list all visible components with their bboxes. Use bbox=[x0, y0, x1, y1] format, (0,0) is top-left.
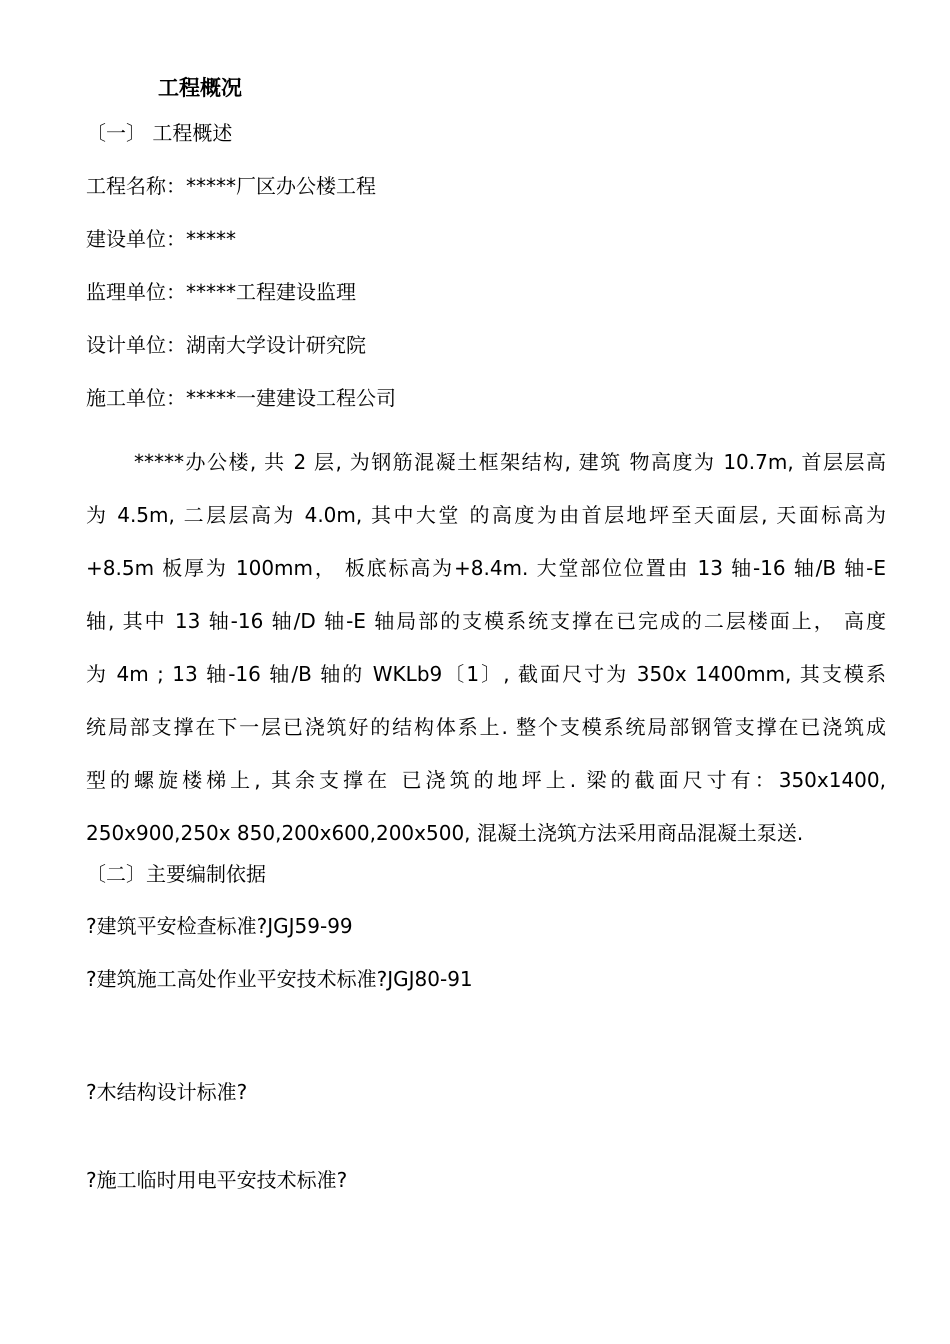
field-supervisor: 监理单位：*****工程建设监理 bbox=[86, 280, 356, 304]
reference-item: ?施工临时用电平安技术标准? bbox=[86, 1168, 348, 1192]
paragraph-line: 为 4m ; 13 轴-16 轴/B 轴的 WKLb9〔1〕, 截面尺寸为 350x 1400mm, 其支模系 bbox=[86, 662, 886, 686]
section-heading-basis: 〔二〕主要编制依据 bbox=[86, 862, 266, 886]
doc-title: 工程概况 bbox=[158, 76, 242, 100]
paragraph-line: 为 4.5m, 二层层高为 4.0m, 其中大堂 的高度为由首层地坪至天面层, 天面标高为 bbox=[86, 503, 886, 527]
paragraph-line: +8.5m 板厚为 100mm， 板底标高为+8.4m. 大堂部位位置由 13 轴-16 轴/B 轴-E bbox=[86, 556, 886, 580]
paragraph-line: 型的螺旋楼梯上, 其余支撑在 已浇筑的地坪上. 梁的截面尺寸有：350x1400, bbox=[86, 768, 886, 792]
paragraph-line: 250x900,250x 850,200x600,200x500, 混凝土浇筑方法采用商品混凝土泵送. bbox=[86, 821, 804, 845]
reference-item: ?建筑施工高处作业平安技术标准?JGJ80-91 bbox=[86, 967, 473, 991]
field-designer: 设计单位：湖南大学设计研究院 bbox=[86, 333, 366, 357]
section-heading-overview: 〔一〕 工程概述 bbox=[86, 121, 233, 145]
field-contractor: 施工单位：*****一建建设工程公司 bbox=[86, 386, 396, 410]
field-owner: 建设单位：***** bbox=[86, 227, 236, 251]
paragraph-line: 轴, 其中 13 轴-16 轴/D 轴-E 轴局部的支模系统支撑在已完成的二层楼面上， 高度 bbox=[86, 609, 886, 633]
paragraph-line: 统局部支撑在下一层已浇筑好的结构体系上. 整个支模系统局部钢管支撑在已浇筑成 bbox=[86, 715, 886, 739]
reference-item: ?建筑平安检查标准?JGJ59-99 bbox=[86, 914, 353, 938]
reference-item: ?木结构设计标准? bbox=[86, 1080, 248, 1104]
field-project-name: 工程名称：*****厂区办公楼工程 bbox=[86, 174, 376, 198]
paragraph-line: *****办公楼, 共 2 层, 为钢筋混凝土框架结构, 建筑 物高度为 10.7m, 首层层高 bbox=[134, 450, 886, 474]
overview-paragraph bbox=[86, 436, 886, 860]
